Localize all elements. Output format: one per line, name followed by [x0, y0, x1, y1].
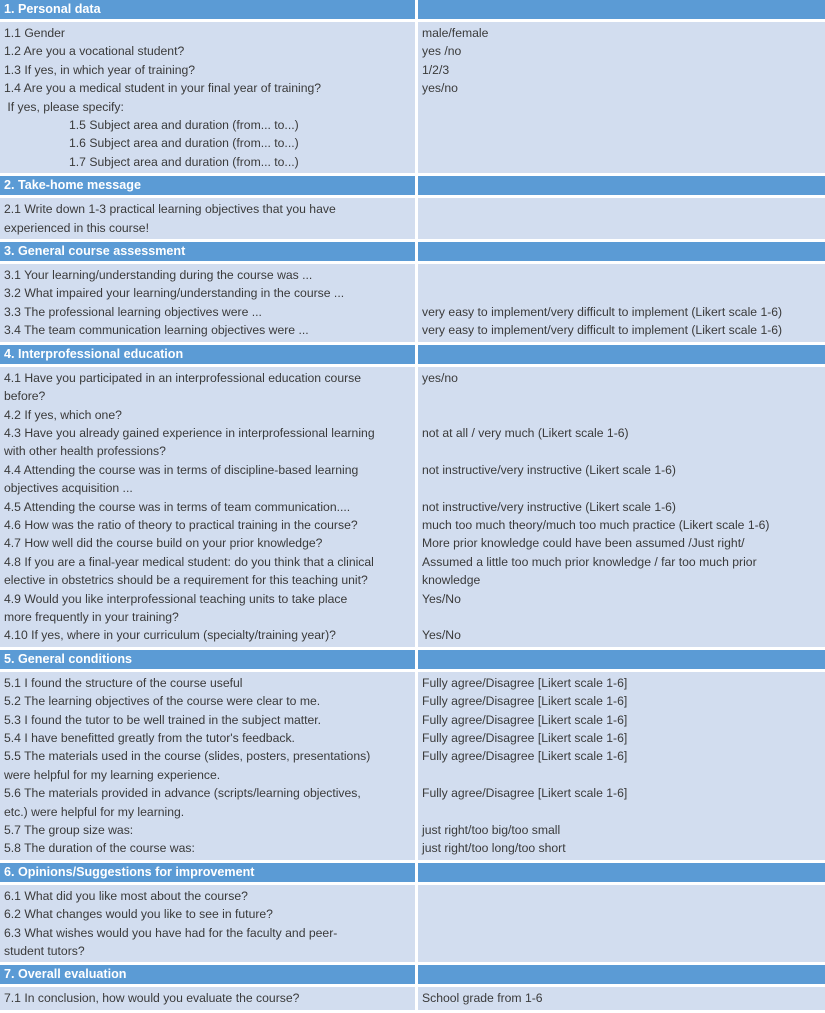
section-title: 3. General course assessment [0, 242, 418, 264]
question-text: 4.8 If you are a final-year medical student: do you think that a clinical [4, 554, 374, 569]
answer-option-text: yes/no [422, 81, 458, 96]
question-text: 1.1 Gender [4, 26, 65, 40]
question-text: 4.7 How well did the course build on your prior knowledge? [4, 536, 323, 551]
answer-option-text [422, 387, 821, 405]
answer-option-text: knowledge [422, 573, 481, 588]
answer-option-text [422, 116, 821, 134]
answer-option-text: not instructive/very instructive (Likert scale 1-6) [422, 499, 676, 514]
section-header-answer-cell [418, 345, 825, 367]
answer-options-cell [418, 672, 825, 863]
question-text: 4.10 If yes, where in your curriculum (specialty/training year)? [4, 628, 336, 643]
answer-options-cell [418, 367, 825, 650]
questions-cell [0, 885, 418, 966]
answer-option-text: Assumed a little too much prior knowledge / far too much prior [422, 554, 757, 569]
answer-option-text [422, 266, 821, 284]
answer-option-text [422, 153, 821, 171]
questions-cell [0, 367, 418, 650]
question-text: 4.4 Attending the course was in terms of discipline-based learning [4, 462, 359, 477]
question-text: 5.2 The learning objectives of the course were clear to me. [4, 694, 321, 709]
questions-cell [0, 672, 418, 863]
section-header-row [0, 965, 825, 987]
answer-option-text: yes/no [422, 370, 458, 385]
answer-options-cell [418, 22, 825, 176]
answer-option-text [422, 608, 821, 626]
answer-option-text: Yes/No [422, 628, 461, 643]
answer-option-text: not instructive/very instructive (Likert scale 1-6) [422, 462, 676, 477]
section-title: 7. Overall evaluation [0, 965, 418, 987]
answer-option-text [422, 766, 821, 784]
answer-option-text [422, 200, 821, 218]
section-body-row [0, 367, 825, 650]
section-header-answer-cell [418, 650, 825, 672]
question-text: experienced in this course! [4, 220, 149, 235]
section-body-row [0, 22, 825, 176]
question-text: 4.2 If yes, which one? [4, 407, 122, 422]
answer-option-text: yes /no [422, 44, 462, 59]
question-text: with other health professions? [4, 444, 166, 459]
question-text: 7.1 In conclusion, how would you evaluate the course? [4, 991, 300, 1006]
section-title: 2. Take-home message [0, 176, 418, 198]
section-header-row [0, 345, 825, 367]
questions-cell [0, 987, 418, 1012]
question-text: 1.5 Subject area and duration (from... to...) [69, 118, 299, 133]
answer-option-text [422, 924, 821, 942]
question-text: 2.1 Write down 1-3 practical learning objectives that you have [4, 202, 336, 217]
answer-option-text: very easy to implement/very difficult to implement (Likert scale 1-6) [422, 304, 783, 319]
answer-option-text: 1/2/3 [422, 62, 450, 77]
answer-option-text [422, 887, 821, 905]
answer-options-cell [418, 198, 825, 242]
question-text: 6.1 What did you like most about the course? [4, 888, 248, 903]
question-text: 1.2 Are you a vocational student? [4, 44, 185, 59]
question-text: elective in obstetrics should be a requirement for this teaching unit? [4, 573, 368, 588]
answer-option-text: Fully agree/Disagree [Likert scale 1-6] [422, 675, 628, 690]
answer-option-text [422, 803, 821, 821]
section-title: 4. Interprofessional education [0, 345, 418, 367]
question-text: 4.1 Have you participated in an interprofessional education course [4, 370, 362, 385]
answer-options-cell [418, 987, 825, 1012]
answer-option-text: School grade from 1-6 [422, 991, 543, 1006]
question-text: objectives acquisition ... [4, 481, 133, 496]
answer-option-text: Fully agree/Disagree [Likert scale 1-6] [422, 786, 628, 801]
section-header-row [0, 176, 825, 198]
question-text: were helpful for my learning experience. [4, 767, 221, 782]
answer-option-text [422, 406, 821, 424]
answer-option-text: More prior knowledge could have been assumed /Just right/ [422, 536, 745, 551]
answer-option-text [422, 479, 821, 497]
answer-option-text: Yes/No [422, 591, 461, 606]
answer-option-text: much too much theory/much too much practice (Likert scale 1-6) [422, 517, 770, 532]
question-text: 5.3 I found the tutor to be well trained in the subject matter. [4, 712, 322, 727]
answer-option-text [422, 134, 821, 152]
question-text: 5.6 The materials provided in advance (scripts/learning objectives, [4, 786, 361, 801]
section-header-row [0, 0, 825, 22]
question-text: 4.9 Would you like interprofessional teaching units to take place [4, 591, 348, 606]
question-text: 5.8 The duration of the course was: [4, 841, 195, 856]
section-header-answer-cell [418, 176, 825, 198]
section-body-row [0, 987, 825, 1012]
questions-cell [0, 198, 418, 242]
question-text: 5.1 I found the structure of the course useful [4, 675, 243, 690]
question-text: 4.3 Have you already gained experience in interprofessional learning [4, 425, 375, 440]
answer-option-text: just right/too long/too short [422, 841, 566, 856]
question-text: 5.5 The materials used in the course (slides, posters, presentations) [4, 749, 371, 764]
answer-options-cell [418, 264, 825, 345]
answer-option-text [422, 442, 821, 460]
answer-option-text [422, 219, 821, 237]
question-text: 3.1 Your learning/understanding during the course was ... [4, 268, 313, 283]
answer-option-text: very easy to implement/very difficult to implement (Likert scale 1-6) [422, 323, 783, 338]
answer-option-text: just right/too big/too small [422, 823, 561, 838]
question-text: 3.2 What impaired your learning/understanding in the course ... [4, 286, 345, 301]
answer-option-text: not at all / very much (Likert scale 1-6) [422, 425, 629, 440]
question-text: 4.5 Attending the course was in terms of team communication.... [4, 499, 351, 514]
answer-options-cell [418, 885, 825, 966]
section-title: 6. Opinions/Suggestions for improvement [0, 863, 418, 885]
answer-option-text: Fully agree/Disagree [Likert scale 1-6] [422, 731, 628, 745]
answer-option-text: Fully agree/Disagree [Likert scale 1-6] [422, 694, 628, 709]
answer-option-text: Fully agree/Disagree [Likert scale 1-6] [422, 712, 628, 727]
section-header-row [0, 863, 825, 885]
section-body-row [0, 672, 825, 863]
section-body-row [0, 264, 825, 345]
questions-cell [0, 22, 418, 176]
section-header-answer-cell [418, 0, 825, 22]
section-body-row [0, 198, 825, 242]
question-text: 4.6 How was the ratio of theory to practical training in the course? [4, 517, 358, 532]
question-text: 5.7 The group size was: [4, 823, 134, 838]
section-body-row [0, 885, 825, 966]
section-title: 5. General conditions [0, 650, 418, 672]
section-header-answer-cell [418, 863, 825, 885]
answer-option-text [422, 284, 821, 302]
questions-cell [0, 264, 418, 345]
question-text: 1.6 Subject area and duration (from... to...) [69, 136, 299, 151]
answer-option-text [422, 98, 821, 116]
question-text: more frequently in your training? [4, 609, 179, 624]
section-header-answer-cell [418, 242, 825, 264]
answer-option-text: male/female [422, 26, 489, 40]
answer-option-text [422, 942, 821, 960]
section-header-row [0, 242, 825, 264]
question-text: etc.) were helpful for my learning. [4, 804, 185, 819]
question-text: 5.4 I have benefitted greatly from the tutor's feedback. [4, 731, 295, 745]
question-text: 1.7 Subject area and duration (from... to...) [69, 154, 299, 169]
question-text: student tutors? [4, 944, 85, 959]
question-text: 6.2 What changes would you like to see in future? [4, 907, 273, 922]
question-text: 1.4 Are you a medical student in your final year of training? [4, 81, 322, 96]
question-text: 6.3 What wishes would you have had for the faculty and peer- [4, 925, 338, 940]
question-text: 3.4 The team communication learning objectives were ... [4, 323, 309, 338]
question-text: 1.3 If yes, in which year of training? [4, 62, 196, 77]
question-text: 3.3 The professional learning objectives were ... [4, 304, 262, 319]
answer-option-text: Fully agree/Disagree [Likert scale 1-6] [422, 749, 628, 764]
answer-option-text [422, 905, 821, 923]
section-title: 1. Personal data [0, 0, 418, 22]
section-header-answer-cell [418, 965, 825, 987]
question-text: before? [4, 389, 46, 404]
question-text: If yes, please specify: [4, 99, 124, 114]
section-header-row [0, 650, 825, 672]
